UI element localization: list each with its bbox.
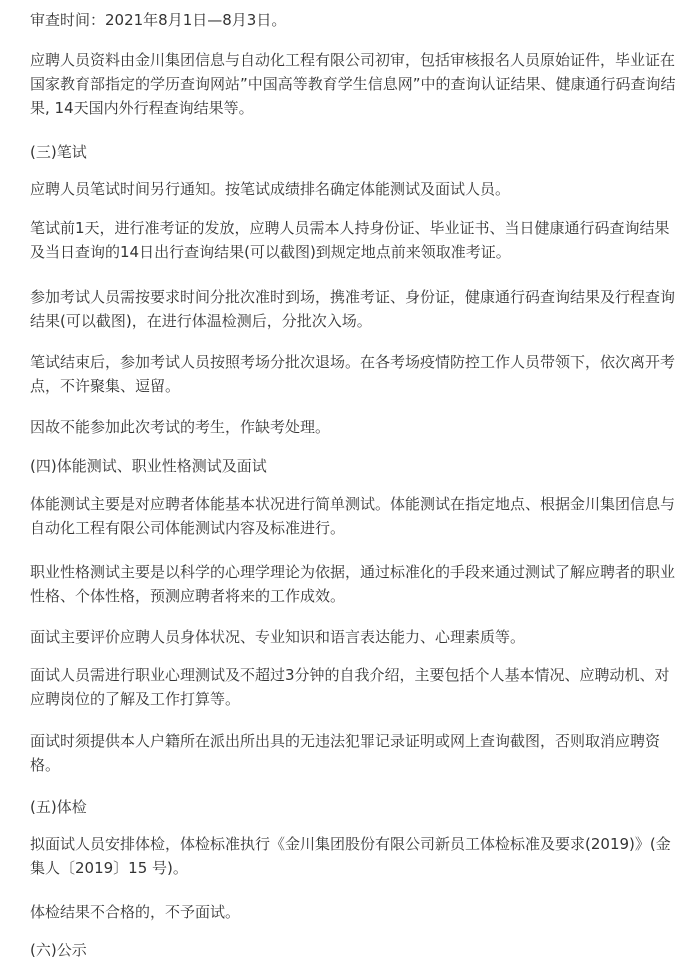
- absence-paragraph: 因故不能参加此次考试的考生，作缺考处理。: [30, 418, 331, 436]
- section-heading-medical-exam: (五)体检: [30, 798, 87, 816]
- medical-standard-paragraph: 拟面试人员安排体检，体检标准执行《金川集团股份有限公司新员工体检标准及要求(2019)》(金集人〔2019〕15 号)。: [30, 835, 671, 877]
- criminal-record-paragraph: 面试时须提供本人户籍所在派出所出具的无违法犯罪记录证明或网上查询截图，否则取消应聘资格。: [30, 732, 661, 774]
- exam-notice-paragraph: 应聘人员笔试时间另行通知。按笔试成绩排名确定体能测试及面试人员。: [30, 180, 511, 198]
- section-heading-fitness-interview: (四)体能测试、职业性格测试及面试: [30, 457, 267, 475]
- section-heading-written-exam: (三)笔试: [30, 143, 87, 161]
- exam-arrival-paragraph: 参加考试人员需按要求时间分批次准时到场，携准考证、身份证，健康通行码查询结果及行程查询结果(可以截图)，在进行体温检测后，分批次入场。: [30, 288, 676, 330]
- review-time-paragraph: 审查时间：2021年8月1日—8月3日。: [30, 11, 287, 29]
- exam-exit-paragraph: 笔试结束后，参加考试人员按照考场分批次退场。在各考场疫情防控工作人员带领下，依次离开考点，不许聚集、逗留。: [30, 353, 676, 395]
- fitness-test-paragraph: 体能测试主要是对应聘者体能基本状况进行简单测试。体能测试在指定地点、根据金川集团信息与自动化工程有限公司体能测试内容及标准进行。: [30, 495, 676, 537]
- interview-criteria-paragraph: 面试主要评价应聘人员身体状况、专业知识和语言表达能力、心理素质等。: [30, 628, 526, 646]
- admission-ticket-paragraph: 笔试前1天，进行准考证的发放，应聘人员需本人持身份证、毕业证书、当日健康通行码查询结果及当日查询的14日出行查询结果(可以截图)到规定地点前来领取准考证。: [30, 219, 670, 261]
- personality-test-paragraph: 职业性格测试主要是以科学的心理学理论为依据，通过标准化的手段来通过测试了解应聘者的职业性格、个体性格，预测应聘者将来的工作成效。: [30, 563, 676, 605]
- medical-result-paragraph: 体检结果不合格的，不予面试。: [30, 903, 241, 921]
- initial-review-paragraph: 应聘人员资料由金川集团信息与自动化工程有限公司初审，包括审核报名人员原始证件，毕业证在国家教育部指定的学历查询网站”中国高等教育学生信息网”中的查询认证结果、健康通行码查询结果, 14天国内外行程查询结果等。: [30, 51, 676, 117]
- self-introduction-paragraph: 面试人员需进行职业心理测试及不超过3分钟的自我介绍，主要包括个人基本情况、应聘动机、对应聘岗位的了解及工作打算等。: [30, 666, 670, 708]
- section-heading-publicity: (六)公示: [30, 941, 87, 959]
